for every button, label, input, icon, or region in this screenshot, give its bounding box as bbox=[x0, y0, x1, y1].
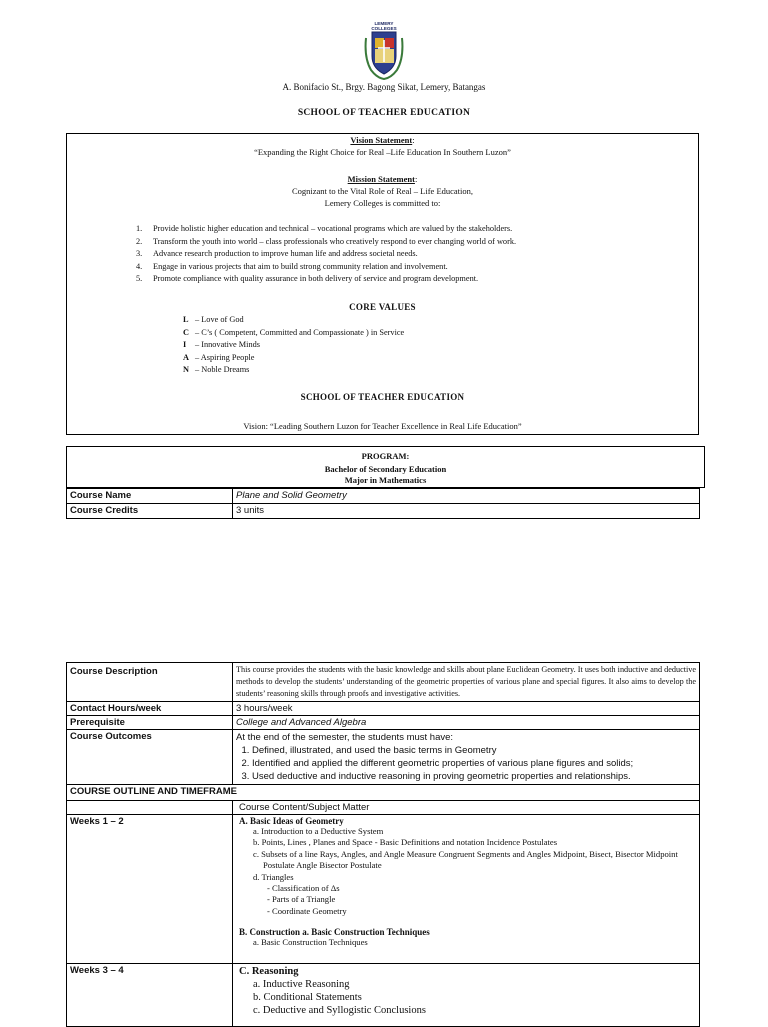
school-address: A. Bonifacio St., Brgy. Bagong Sikat, Lemery, Batangas bbox=[282, 82, 486, 92]
logo-text-lemery: LEMERY bbox=[374, 21, 394, 26]
list-item: 1. Defined, illustrated, and used the basic terms in Geometry bbox=[252, 744, 696, 757]
list-item: b. Points, Lines , Planes and Space - Basic Definitions and notation Incidence Postulates bbox=[253, 837, 558, 848]
core-value-item: I – Innovative Minds bbox=[183, 340, 260, 350]
list-item: c. Deductive and Syllogistic Conclusions bbox=[253, 1005, 426, 1016]
course-info-table bbox=[66, 488, 700, 519]
table-row bbox=[67, 785, 700, 801]
topic-a-list bbox=[239, 826, 696, 917]
table-row bbox=[67, 504, 700, 519]
core-values-title: CORE VALUES bbox=[349, 302, 416, 312]
table-row bbox=[67, 489, 700, 504]
topic-b-list bbox=[239, 937, 696, 948]
vision-mission-box: Vision Statement: “Expanding the Right Choice for Real –Life Education In Southern Luzon” Mission Statement: Cognizant to the Vital Role of Real – Life Education, Lemery Colleges is committed to: 1. Provide holistic higher education and technical – vocational programs which are valued by the stakeholders. 2. Transform the youth into world – class professionals who creatively respond to ever changing world of work. 3. Advance research production to improve human life and address societal needs. 4. Engage in various projects that aim to build strong community relation and involvement. 5. Promote compliance with quality assurance in both delivery of service and program development. CORE VALUES L – Love of God C – C’s ( Competent, Committed and Compassionate ) in Service I – Innovative Minds A – Aspiring People N – Noble Dreams SCHOOL OF TEACHER EDUCATION Vision: “Leading Southern Luzon for Teacher Excellence in Real Life Education” bbox=[66, 133, 699, 435]
triangle-sublist bbox=[253, 883, 696, 917]
weeks-1-2-content bbox=[233, 815, 700, 964]
list-item: 3. Used deductive and inductive reasoning in proving geometric properties and relationships. bbox=[252, 770, 696, 783]
table-row bbox=[67, 815, 700, 964]
list-item: d. Triangles bbox=[253, 871, 294, 882]
course-credits-label: Course Credits bbox=[67, 504, 233, 519]
prerequisite-value: College and Advanced Algebra bbox=[233, 716, 700, 730]
topic-b-heading: B. Construction a. Basic Construction Techniques bbox=[239, 927, 430, 938]
outcomes-list bbox=[236, 744, 696, 783]
course-name-label: Course Name bbox=[67, 489, 233, 504]
table-row bbox=[67, 716, 700, 730]
course-description-value: This course provides the students with the basic knowledge and skills about plane Euclidean Geometry. It uses both inductive and deductive methods to develop the students’ understanding of the geometric properties of various plane and special figures. It also aims to develop the students’ reasoning skills through proofs and investigative activities. bbox=[233, 663, 700, 702]
list-item: a. Basic Construction Techniques bbox=[253, 937, 368, 948]
program-degree: Bachelor of Secondary Education bbox=[324, 464, 447, 474]
core-values-list bbox=[183, 314, 404, 377]
program-box: PROGRAM: Bachelor of Secondary Education Major in Mathematics bbox=[66, 446, 705, 488]
core-value-item: A – Aspiring People bbox=[183, 352, 255, 362]
list-item: 2. Transform the youth into world – class professionals who creatively respond to ever changing world of work. bbox=[136, 236, 517, 246]
course-outline-header: COURSE OUTLINE AND TIMEFRAME bbox=[67, 785, 700, 801]
course-outcomes-value bbox=[233, 730, 700, 785]
table-row bbox=[67, 964, 700, 1027]
list-item: 1. Provide holistic higher education and technical – vocational programs which are valued by the stakeholders. bbox=[136, 224, 513, 233]
list-item: a. Inductive Reasoning bbox=[253, 979, 350, 990]
mission-list bbox=[67, 223, 698, 286]
mission-intro-2: Lemery Colleges is committed to: bbox=[324, 198, 441, 208]
list-item: c. Subsets of a line Rays, Angles, and Angle Measure Congruent Segments and Angles Midpoint, Bisect, Bisector Midpoint Postulate Angle Bisector Postulate bbox=[253, 848, 678, 871]
list-item: 3. Advance research production to improve human life and address societal needs. bbox=[136, 249, 418, 259]
table-row bbox=[67, 663, 700, 702]
course-credits-value: 3 units bbox=[233, 504, 700, 519]
list-item: - Coordinate Geometry bbox=[267, 905, 347, 916]
mission-intro-1: Cognizant to the Vital Role of Real – Life Education, bbox=[291, 186, 474, 196]
core-value-item: N – Noble Dreams bbox=[183, 365, 250, 375]
list-item: 4. Engage in various projects that aim to build strong community relation and involvement. bbox=[136, 261, 448, 271]
weeks-3-4-content bbox=[233, 964, 700, 1027]
topic-c-heading: C. Reasoning bbox=[239, 966, 299, 977]
list-item: a. Introduction to a Deductive System bbox=[253, 826, 384, 836]
table-row bbox=[67, 730, 700, 785]
course-content-header: Course Content/Subject Matter bbox=[233, 801, 700, 815]
topic-a-heading: A. Basic Ideas of Geometry bbox=[239, 816, 344, 826]
mission-label: Mission Statement bbox=[347, 174, 415, 184]
prerequisite-label: Prerequisite bbox=[67, 716, 233, 730]
list-item: 5. Promote compliance with quality assurance in both delivery of service and program development. bbox=[136, 274, 479, 284]
school-title: SCHOOL OF TEACHER EDUCATION bbox=[297, 108, 471, 118]
vision-text: “Expanding the Right Choice for Real –Life Education In Southern Luzon” bbox=[254, 147, 511, 157]
list-item: 2. Identified and applied the different geometric properties of various plane figures and solids; bbox=[252, 757, 696, 770]
table-row bbox=[67, 702, 700, 716]
topic-c-list bbox=[239, 978, 696, 1017]
core-value-item: C – C’s ( Competent, Committed and Compassionate ) in Service bbox=[183, 327, 405, 337]
table-row bbox=[67, 801, 700, 815]
course-details-table bbox=[66, 662, 700, 1027]
school-title-2: SCHOOL OF TEACHER EDUCATION bbox=[300, 392, 465, 402]
list-item: - Parts of a Triangle bbox=[267, 894, 336, 905]
program-major: Major in Mathematics bbox=[344, 475, 427, 485]
program-label: PROGRAM bbox=[361, 451, 407, 461]
contact-hours-value: 3 hours/week bbox=[233, 702, 700, 716]
college-seal-logo bbox=[361, 18, 407, 80]
vision-label: Vision Statement bbox=[350, 135, 413, 145]
core-value-item: L – Love of God bbox=[183, 315, 244, 324]
weeks-3-4-label: Weeks 3 – 4 bbox=[67, 964, 233, 1027]
course-description-label: Course Description bbox=[67, 663, 233, 702]
course-outcomes-label: Course Outcomes bbox=[67, 730, 233, 785]
course-name-value: Plane and Solid Geometry bbox=[233, 489, 700, 504]
logo-text-colleges: COLLEGES bbox=[371, 26, 397, 31]
weeks-1-2-label: Weeks 1 – 2 bbox=[67, 815, 233, 964]
contact-hours-label: Contact Hours/week bbox=[67, 702, 233, 716]
outcomes-intro: At the end of the semester, the students must have: bbox=[236, 732, 454, 743]
list-item: b. Conditional Statements bbox=[253, 992, 362, 1003]
list-item: - Classification of Δs bbox=[267, 883, 340, 894]
school-vision: Vision: “Leading Southern Luzon for Teacher Excellence in Real Life Education” bbox=[243, 421, 522, 431]
